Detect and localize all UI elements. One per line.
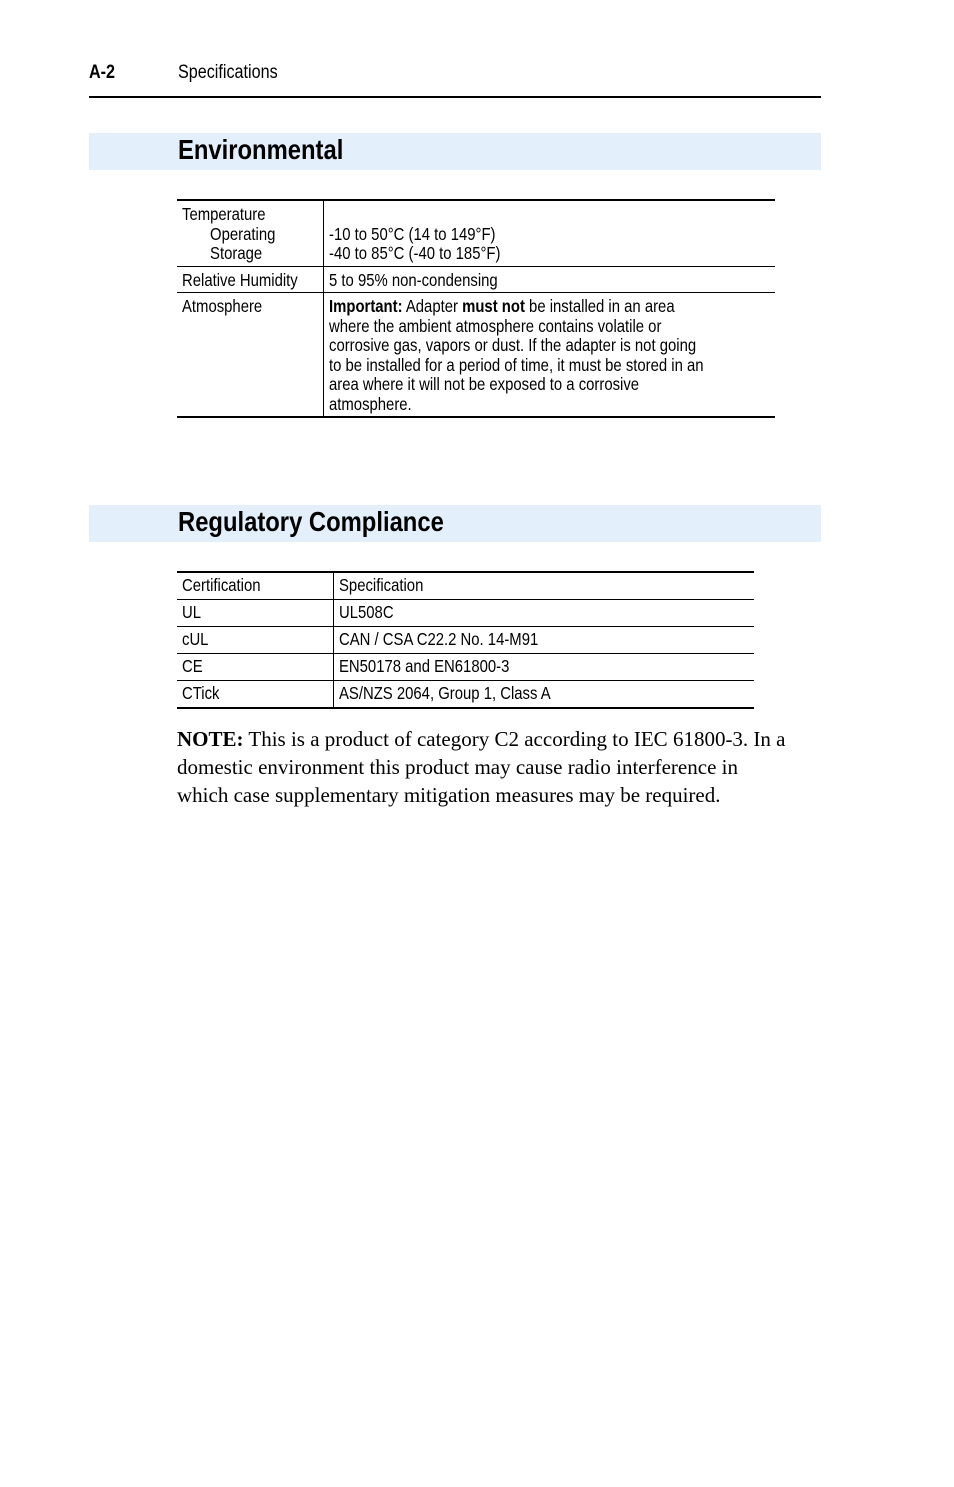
temperature-value-cell — [324, 200, 775, 266]
environmental-heading: Environmental — [178, 134, 344, 165]
must-not-emphasis: must not — [462, 296, 526, 316]
humidity-label: Relative Humidity — [182, 269, 298, 290]
compliance-note — [177, 725, 827, 809]
table-row — [177, 200, 775, 266]
temperature-label: Temperature — [182, 204, 266, 224]
atmosphere-label: Atmosphere — [182, 296, 263, 316]
environmental-table — [177, 199, 775, 418]
page-number: A-2 — [89, 62, 116, 83]
table-row — [177, 627, 754, 654]
column-header-certification: Certification — [182, 575, 261, 595]
atmosphere-line-4: to be installed for a period of time, it must be stored in an — [329, 354, 704, 375]
table-row — [177, 266, 775, 293]
regulatory-section-banner — [89, 505, 821, 542]
note-line-1: This is a product of category C2 according to IEC 61800-3. In a — [243, 727, 786, 751]
running-title: Specifications — [178, 62, 278, 83]
column-header-specification: Specification — [339, 575, 424, 595]
spec-cell: AS/NZS 2064, Group 1, Class A — [339, 683, 551, 703]
note-line-2: domestic environment this product may cause radio interference in — [177, 755, 738, 779]
regulatory-table — [177, 571, 754, 709]
humidity-value: 5 to 95% non-condensing — [329, 269, 498, 290]
atmosphere-line-1: Important: Adapter must not be installed in an area — [329, 296, 675, 316]
atmosphere-line-6: atmosphere. — [329, 393, 412, 414]
note-label: NOTE: — [177, 727, 244, 751]
environmental-section-banner — [89, 133, 821, 170]
table-row — [177, 681, 754, 709]
spec-cell: EN50178 and EN61800-3 — [339, 656, 510, 676]
cert-cell: CE — [182, 656, 203, 676]
cert-cell: UL — [182, 602, 202, 622]
table-row — [177, 600, 754, 627]
table-row — [177, 293, 775, 418]
regulatory-heading: Regulatory Compliance — [178, 506, 444, 537]
cert-cell: cUL — [182, 629, 209, 649]
storage-value: -40 to 85°C (-40 to 185°F) — [329, 243, 501, 263]
important-label: Important: — [329, 296, 403, 316]
page-header — [89, 62, 821, 98]
spec-cell: CAN / CSA C22.2 No. 14-M91 — [339, 629, 539, 649]
temperature-label-cell — [177, 200, 324, 266]
atmosphere-line-3: corrosive gas, vapors or dust. If the adapter is not going — [329, 335, 697, 355]
spec-cell: UL508C — [339, 602, 394, 622]
atmosphere-value-cell — [324, 293, 775, 418]
storage-label: Storage — [210, 243, 263, 263]
atmosphere-line-5: area where it will not be exposed to a corrosive — [329, 374, 640, 394]
operating-label: Operating — [210, 223, 276, 244]
table-header-row — [177, 572, 754, 600]
cert-cell: CTick — [182, 683, 220, 703]
note-line-3: which case supplementary mitigation measures may be required. — [177, 783, 721, 807]
table-row — [177, 654, 754, 681]
operating-value: -10 to 50°C (14 to 149°F) — [329, 223, 496, 244]
atmosphere-line-2: where the ambient atmosphere contains volatile or — [329, 315, 662, 336]
